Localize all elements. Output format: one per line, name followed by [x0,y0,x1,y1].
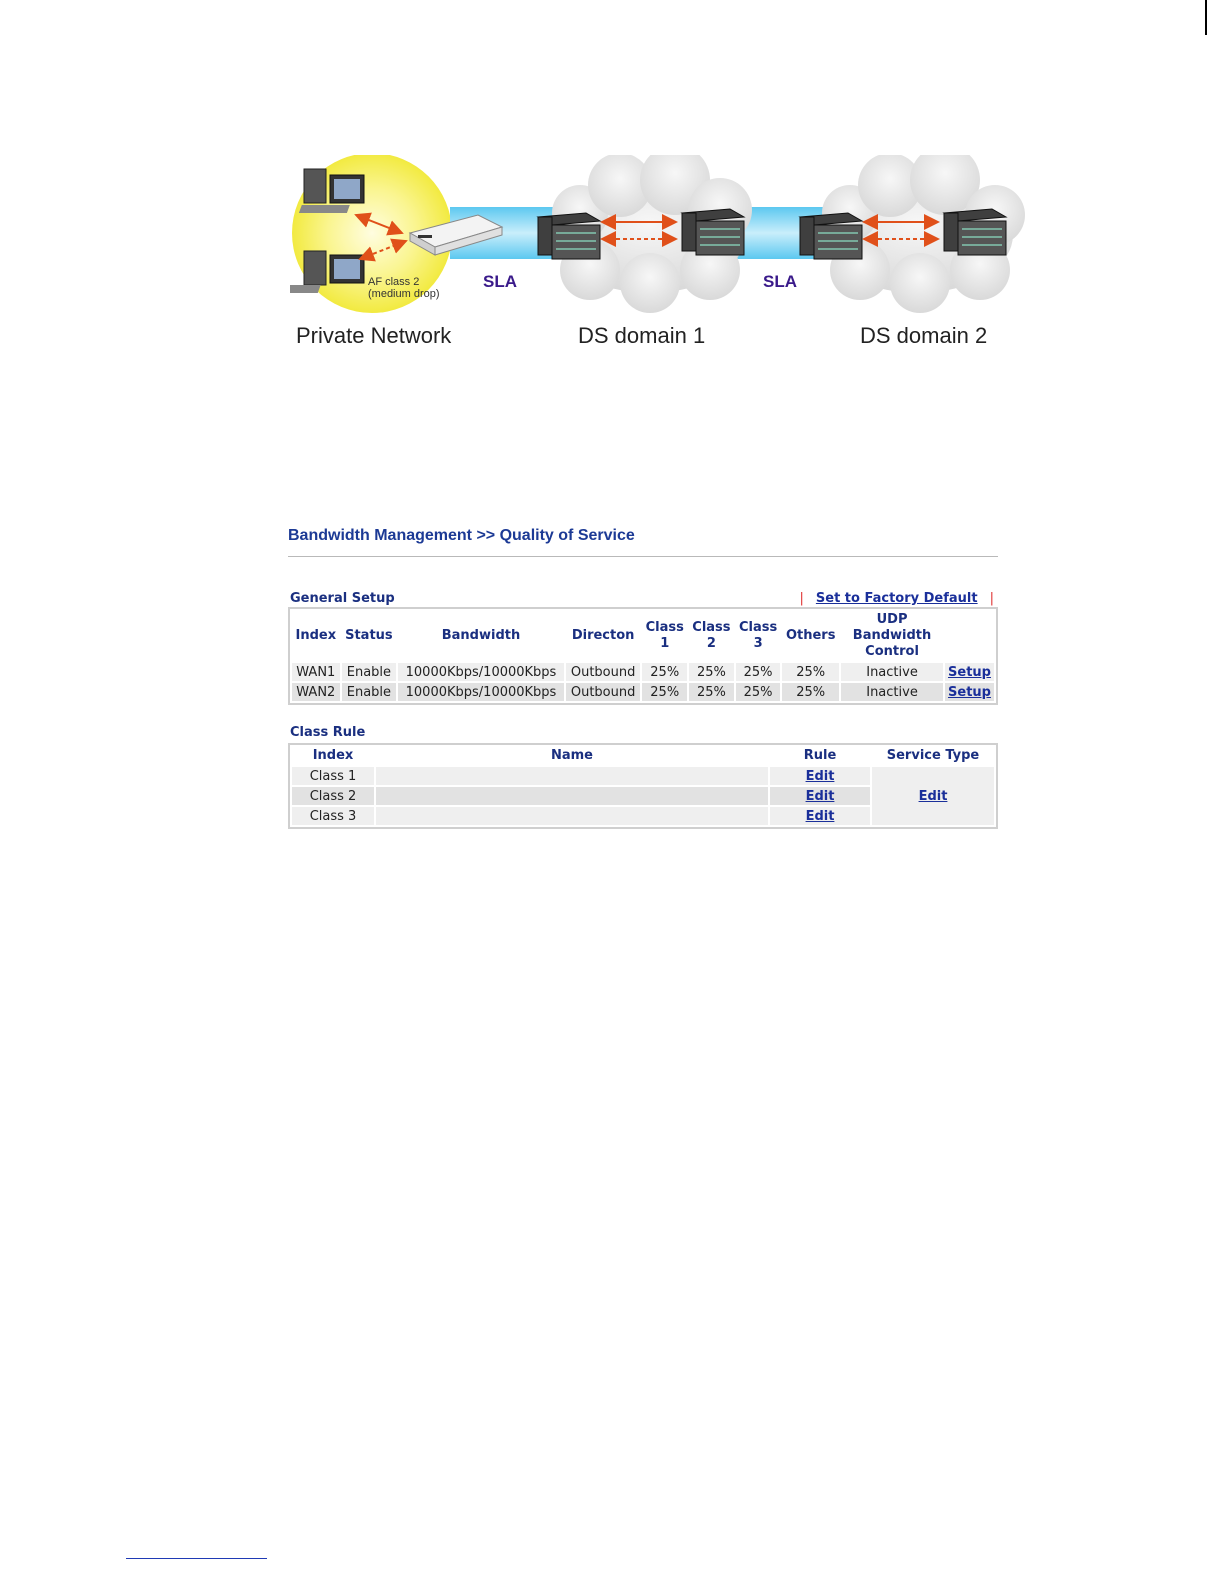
table-row-wan2 [292,683,994,701]
table-row-class-1 [292,767,994,785]
cell-index: Class 1 [292,767,374,785]
cell-direction: Outbound [566,663,641,681]
col-status: Status [345,628,393,643]
col-name: Name [550,748,593,763]
class-rule-header-row [292,747,994,765]
ds-domain-2-label: DS domain 2 [860,323,988,348]
server-3-icon [800,213,862,259]
af-class-line-1: AF class 2 [368,276,420,288]
col-index: Index [312,748,354,763]
cell-status: Enable [342,663,397,681]
cell-class-1: 25% [642,683,687,701]
col-class-3: Class 3 [738,620,778,651]
col-rule: Rule [803,748,837,763]
cell-class-2: 25% [689,663,734,681]
col-class-1: Class 1 [645,620,684,651]
cell-name [376,767,768,785]
sla-label-1: SLA [483,272,517,291]
cell-action [945,683,994,701]
col-direction: Directon [571,628,635,643]
cell-service-type [872,767,994,825]
general-setup-header [288,585,998,607]
cell-action [945,663,994,681]
class-1-rule-edit-link[interactable]: Edit [805,768,835,784]
cell-rule [770,807,870,825]
af-class-line-2: (medium drop) [368,288,440,300]
ds-domain-1-label: DS domain 1 [578,323,706,348]
col-action [945,611,994,661]
cell-name [376,807,768,825]
general-setup-header-row [292,611,994,661]
server-1-icon [538,213,600,259]
cell-class-3: 25% [736,663,781,681]
qos-panel [288,523,998,829]
cell-status: Enable [342,683,397,701]
class-3-rule-edit-link[interactable]: Edit [805,808,835,824]
diffserv-diagram [290,155,1030,360]
private-network-label: Private Network [296,323,452,348]
cell-class-2: 25% [689,683,734,701]
general-setup-table [288,607,998,705]
col-service-type: Service Type [886,748,980,763]
footnote-rule [126,1558,267,1559]
table-row-wan1 [292,663,994,681]
cell-rule [770,767,870,785]
factory-default-area: | Set to Factory Default | [799,591,994,606]
cell-others: 25% [782,663,839,681]
col-udp-bandwidth-control: UDP Bandwidth Control [852,612,932,659]
class-rule-header [288,723,998,743]
cell-index: Class 2 [292,787,374,805]
cell-rule [770,787,870,805]
cell-index: WAN2 [292,683,340,701]
service-type-edit-link[interactable]: Edit [918,788,948,804]
col-bandwidth: Bandwidth [441,628,521,643]
cell-index: WAN1 [292,663,340,681]
cell-name [376,787,768,805]
cell-class-3: 25% [736,683,781,701]
title-divider [288,556,998,557]
cell-bandwidth: 10000Kbps/10000Kbps [398,683,564,701]
server-2-icon [682,209,744,255]
sla-label-2: SLA [763,272,797,291]
cell-index: Class 3 [292,807,374,825]
cell-class-1: 25% [642,663,687,681]
page-edge-bar [1205,0,1207,35]
wan1-setup-link[interactable]: Setup [948,664,991,680]
cell-udp-control: Inactive [841,663,943,681]
col-others: Others [785,628,836,643]
col-class-2: Class 2 [692,620,731,651]
af-class-note [368,276,440,300]
cell-bandwidth: 10000Kbps/10000Kbps [398,663,564,681]
server-4-icon [944,209,1006,255]
cell-direction: Outbound [566,683,641,701]
class-2-rule-edit-link[interactable]: Edit [805,788,835,804]
col-index: Index [295,628,337,643]
page-title: Bandwidth Management >> Quality of Service [288,527,635,544]
set-factory-default-link[interactable]: Set to Factory Default [815,591,978,606]
class-rule-title: Class Rule [290,725,366,740]
general-setup-title: General Setup [290,591,395,606]
cell-udp-control: Inactive [841,683,943,701]
wan2-setup-link[interactable]: Setup [948,684,991,700]
cell-others: 25% [782,683,839,701]
class-rule-table [288,743,998,829]
